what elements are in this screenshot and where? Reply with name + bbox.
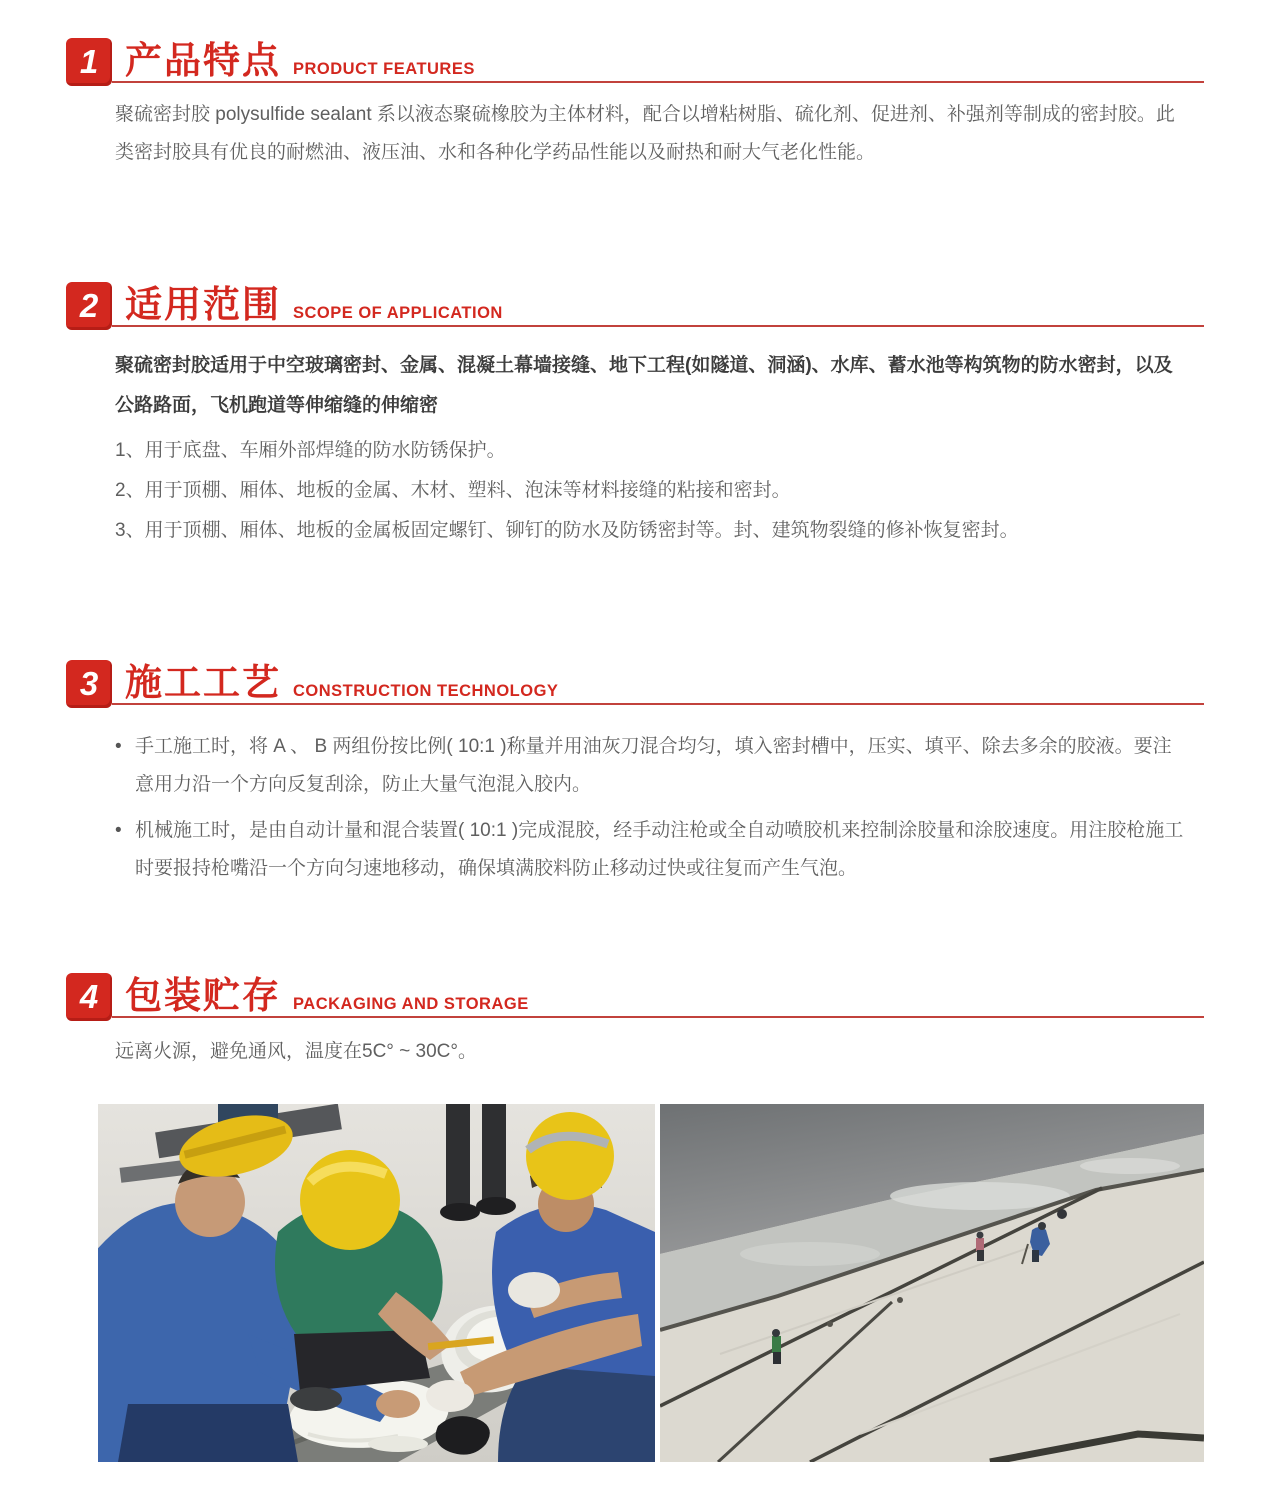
- section-header: [66, 973, 1204, 1021]
- section-title-en: PRODUCT FEATURES: [293, 60, 475, 78]
- section-header: [66, 660, 1204, 708]
- section-underline: [112, 1016, 1204, 1018]
- section-title-zh: 产品特点: [125, 40, 281, 81]
- section-underline: [112, 703, 1204, 705]
- section-title-zh: 适用范围: [125, 284, 281, 325]
- features-paragraph: 聚硫密封胶 polysulfide sealant 系以液态聚硫橡胶为主体材料，配合以增粘树脂、硫化剂、促进剂、补强剂等制成的密封胶。此类密封胶具有优良的耐燃油、液压油、水和各种化学药品性能以及耐热和耐大气老化性能。: [115, 104, 1175, 163]
- section-header: [66, 38, 1204, 86]
- section-title-zh: 包装贮存: [125, 975, 281, 1016]
- section-body: [115, 1033, 1186, 1071]
- section-title-zh: 施工工艺: [125, 662, 281, 703]
- section-number-badge: 2: [66, 282, 112, 330]
- scope-lead-paragraph: 聚硫密封胶适用于中空玻璃密封、金属、混凝土幕墙接缝、地下工程(如隧道、洞涵)、水库、蓄水池等构筑物的防水密封，以及公路路面，飞机跑道等伸缩缝的伸缩密: [115, 355, 1173, 416]
- section-number-badge: 1: [66, 38, 112, 86]
- section-construction-technology: [66, 660, 1204, 888]
- section-title-en: CONSTRUCTION TECHNOLOGY: [293, 682, 559, 700]
- bullet-text: 机械施工时，是由自动计量和混合装置( 10:1 )完成混胶，经手动注枪或全自动喷胶机来控制涂胶量和涂胶速度。用注胶枪施工时要报持枪嘴沿一个方向匀速地移动，确保填满胶料防止移动过快或往复而产生气泡。: [135, 820, 1184, 879]
- bullet-marker: •: [115, 820, 122, 841]
- section-body: [115, 728, 1186, 888]
- construction-bullet-list: [115, 728, 1186, 888]
- section-title-en: SCOPE OF APPLICATION: [293, 304, 503, 322]
- section-scope-of-application: [66, 282, 1204, 550]
- workers-mixing-sealant-photo: [98, 1104, 655, 1462]
- bullet-marker: •: [115, 736, 122, 757]
- bullet-item: [115, 728, 1186, 804]
- bullet-item: [115, 812, 1186, 888]
- section-body: [115, 96, 1186, 172]
- section-number-badge: 3: [66, 660, 112, 708]
- list-item: 2、用于顶棚、厢体、地板的金属、木材、塑料、泡沫等材料接缝的粘接和密封。: [115, 480, 791, 501]
- section-header: [66, 282, 1204, 330]
- storage-paragraph: 远离火源，避免通风，温度在5C° ~ 30C°。: [115, 1041, 477, 1062]
- section-packaging-storage: [66, 973, 1204, 1071]
- section-underline: [112, 81, 1204, 83]
- photo-row: [98, 1104, 1204, 1462]
- scope-numbered-list: [115, 432, 1186, 550]
- section-product-features: [66, 38, 1204, 172]
- list-item: 3、用于顶棚、厢体、地板的金属板固定螺钉、铆钉的防水及防锈密封等。封、建筑物裂缝的修补恢复密封。: [115, 520, 1019, 541]
- concrete-slope-expansion-joints-photo: [660, 1104, 1204, 1462]
- section-number-badge: 4: [66, 973, 112, 1021]
- section-body: [115, 346, 1186, 550]
- section-underline: [112, 325, 1204, 327]
- worker-figure-green: [772, 1329, 781, 1364]
- bullet-text: 手工施工时，将 A 、 B 两组份按比例( 10:1 )称量并用油灰刀混合均匀，填入密封槽中，压实、填平、除去多余的胶液。要注意用力沿一个方向反复刮涂，防止大量气泡混入胶内。: [135, 736, 1172, 795]
- section-title-en: PACKAGING AND STORAGE: [293, 995, 529, 1013]
- list-item: 1、用于底盘、车厢外部焊缝的防水防锈保护。: [115, 440, 506, 461]
- worker-figure-pink: [976, 1232, 984, 1262]
